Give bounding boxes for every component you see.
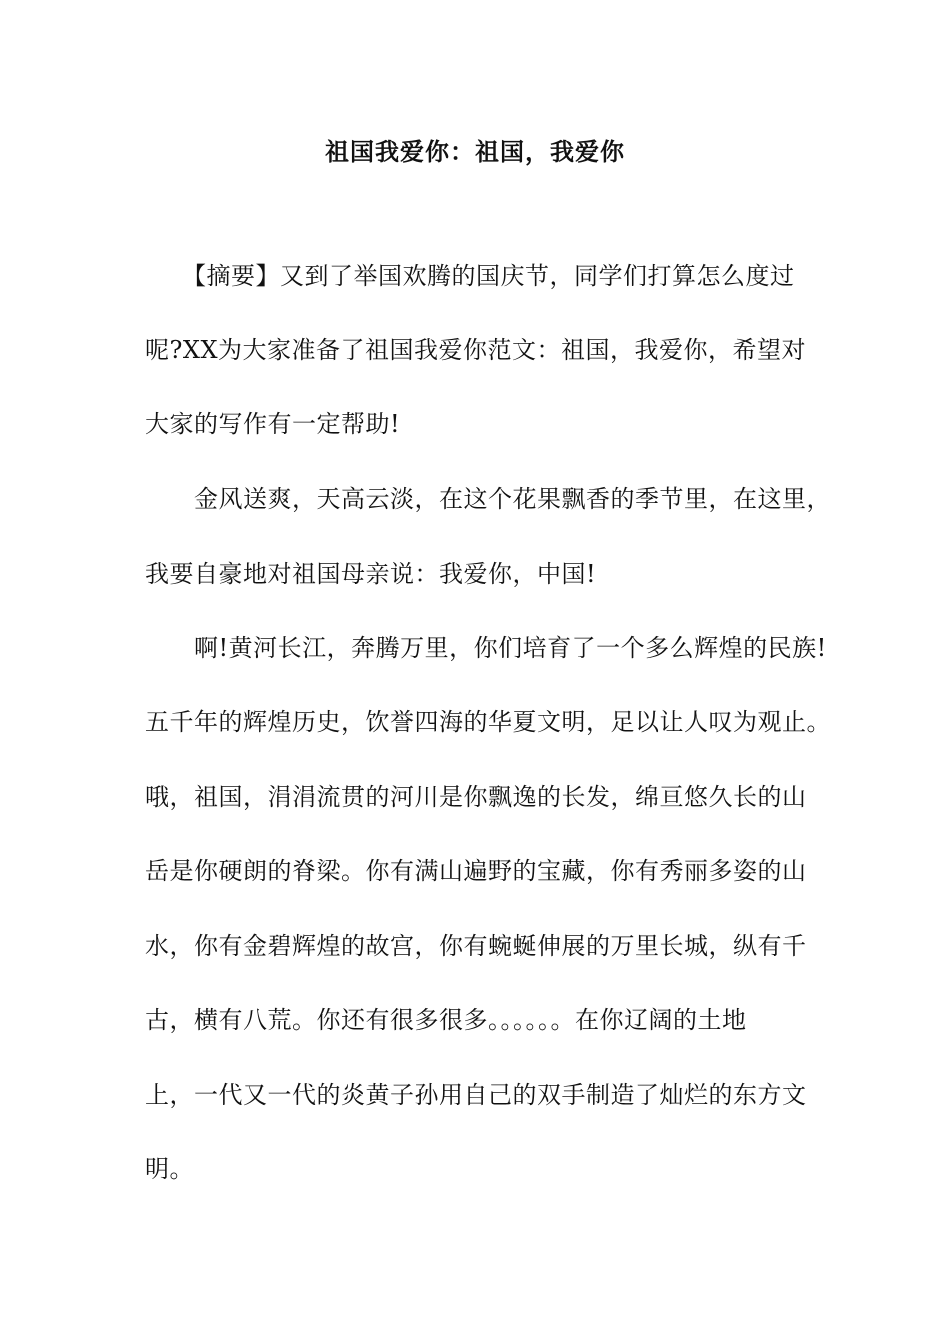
body-line-10: 水，你有金碧辉煌的故宫，你有蜿蜒伸展的万里长城，纵有千 <box>145 932 807 960</box>
document-title: 祖国我爱你：祖国，我爱你 <box>325 137 625 166</box>
body-line-7: 五千年的辉煌历史，饮誉四海的华夏文明，足以让人叹为观止。 <box>145 708 831 736</box>
body-line-1: 【摘要】又到了举国欢腾的国庆节，同学们打算怎么度过 <box>145 262 795 290</box>
body-line-9: 岳是你硬朗的脊梁。你有满山遍野的宝藏，你有秀丽多姿的山 <box>145 857 807 885</box>
body-line-3: 大家的写作有一定帮助! <box>145 410 401 438</box>
body-line-12: 上，一代又一代的炎黄子孙用自己的双手制造了灿烂的东方文 <box>145 1081 807 1109</box>
body-line-11: 古，横有八荒。你还有很多很多。。。。。。在你辽阔的土地 <box>145 1006 747 1034</box>
body-line-6: 啊!黄河长江，奔腾万里，你们培育了一个多么辉煌的民族! <box>145 634 827 662</box>
body-line-4: 金风送爽，天高云淡，在这个花果飘香的季节里，在这里， <box>145 485 831 513</box>
body-line-8: 哦，祖国，涓涓流贯的河川是你飘逸的长发，绵亘悠久长的山 <box>145 783 807 811</box>
body-line-13: 明。 <box>145 1155 194 1183</box>
body-line-2: 呢?XX为大家准备了祖国我爱你范文：祖国，我爱你，希望对 <box>145 336 807 364</box>
body-line-5: 我要自豪地对祖国母亲说：我爱你，中国! <box>145 560 597 588</box>
